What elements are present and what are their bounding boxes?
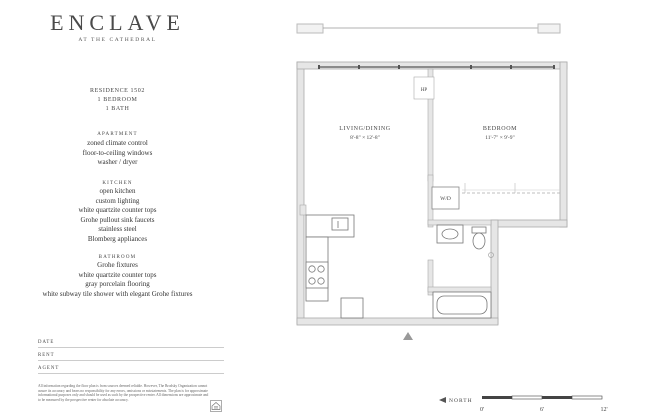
bedroom-label: BEDROOM [482,126,518,132]
date-label: DATE [38,340,55,345]
list-item: floor-to-ceiling windows [82,148,153,157]
scale-label-6: 6' [539,407,545,413]
scale-bar [482,396,602,399]
residence-title: RESIDENCE 1502 [90,88,145,94]
agent-label: AGENT [38,366,60,371]
north-label: NORTH [449,398,473,404]
list-item: open kitchen [99,187,136,195]
disclaimer-text: All information regarding the floor plan is from sources deemed reliable. However, The Brodsky Organization cannot assure its accuracy and bears no responsibility for any errors, omissions or misstatements. The plan is for approximate informational purposes only and should be used as such by the prospective renter. All dimensions are approximate and to be measured by the prospective renter for absolute accuracy. [38,384,209,402]
brand-name: ENCLAVE [50,10,185,35]
list-item: washer / dryer [97,158,138,167]
list-item: white quartzite counter tops [78,270,157,279]
scale-label-12: 12' [600,407,608,413]
list-item: custom lighting [95,196,140,205]
reference-bar-left [297,24,323,33]
living-room-label: LIVING/DINING [339,126,391,132]
residence-baths: 1 BATH [105,106,130,112]
wd-label: W/D [440,196,451,202]
bedroom-dims: 11'-7" × 9'-9" [485,135,515,141]
bathroom-fixtures [433,225,491,318]
list-item: white quartzite counter tops [78,206,157,215]
list-item: Grohe fixtures [97,261,138,269]
hp-label: HP [420,88,428,93]
north-arrow-icon [439,397,446,403]
list-item: zoned climate control [87,139,148,147]
brand-subtitle: AT THE CATHEDRAL [78,37,157,43]
section-heading-kitchen: KITCHEN [102,181,133,186]
list-item: Grohe pullout sink faucets [80,215,155,224]
living-room-dims: 8'-8" × 12'-8" [350,135,380,141]
list-item: gray porcelain flooring [85,280,150,289]
interior-walls [300,69,491,295]
scale-label-0: 0' [479,407,485,413]
reference-bar-right [538,24,560,33]
list-item: Blomberg appliances [87,235,148,243]
list-item: stainless steel [98,225,137,234]
kitchen-fixtures [306,215,363,318]
section-heading-apartment: APARTMENT [97,132,138,137]
residence-bedrooms: 1 BEDROOM [97,97,138,103]
entry-marker [403,332,413,340]
rent-label: RENT [38,353,55,358]
section-heading-bathroom: BATHROOM [98,255,137,260]
list-item: white subway tile shower with elegant Grohe fixtures [42,289,193,298]
